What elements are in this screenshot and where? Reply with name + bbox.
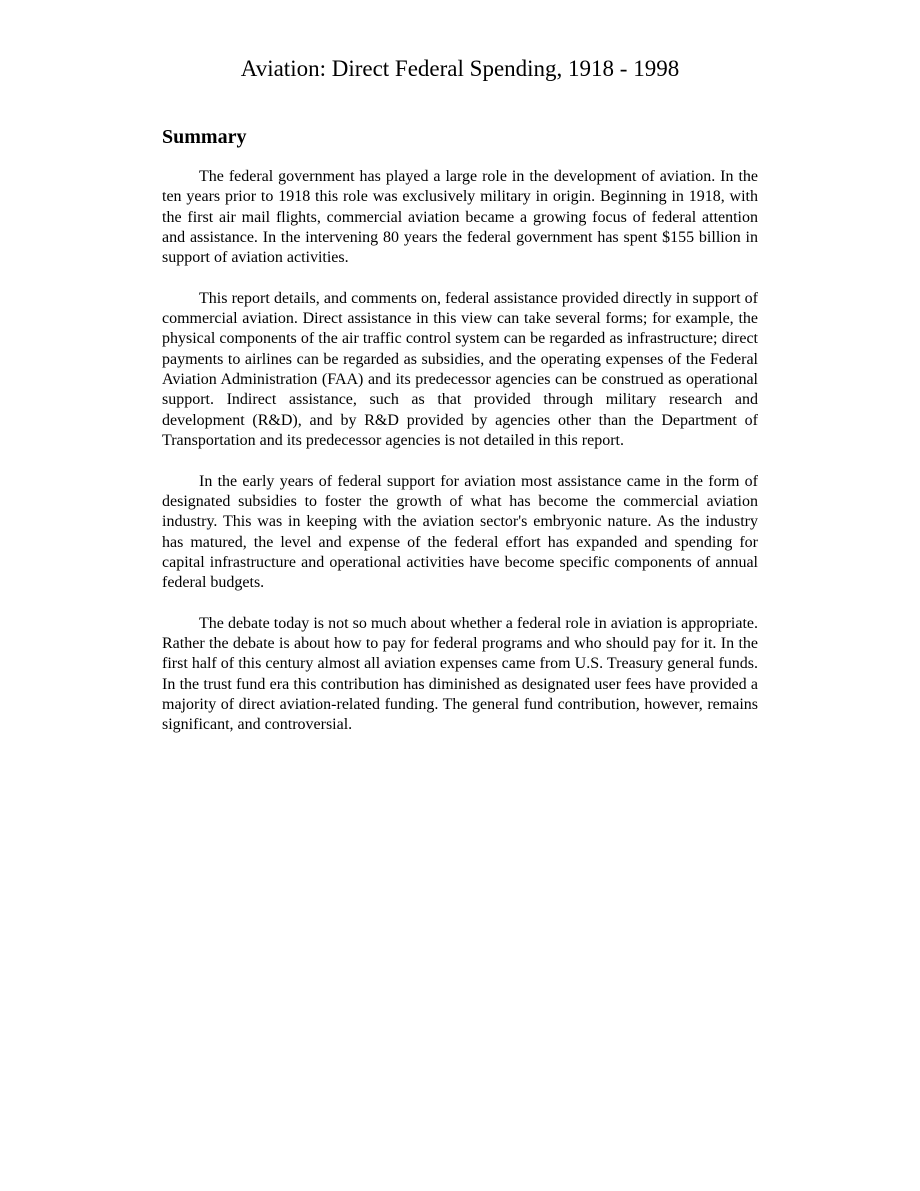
document-title: Aviation: Direct Federal Spending, 1918 - 1998 xyxy=(240,56,680,81)
summary-section xyxy=(162,124,758,756)
paragraph: The debate today is not so much about whether a federal role in aviation is appropriate. Rather the debate is about how to pay for federal programs and who should pay for it. In the first half of this century almost all aviation expenses came from U.S. Treasury general funds. In the trust fund era this contribution has diminished as designated user fees have provided a majority of direct aviation-related funding. The general fund contribution, however, remains significant, and controversial. xyxy=(162,614,758,734)
paragraph: In the early years of federal support for aviation most assistance came in the form of designated subsidies to foster the growth of what has become the commercial aviation industry. This was in keeping with the aviation sector's embryonic nature. As the industry has matured, the level and expense of the federal effort has expanded and spending for capital infrastructure and operational activities have become specific components of annual federal budgets. xyxy=(162,472,758,592)
section-heading: Summary xyxy=(162,126,247,148)
paragraph: The federal government has played a large role in the development of aviation. In the ten years prior to 1918 this role was exclusively military in origin. Beginning in 1918, with the first air mail flights, commercial aviation became a growing focus of federal attention and assistance. In the intervening 80 years the federal government has spent $155 billion in support of aviation activities. xyxy=(162,168,758,267)
paragraph: This report details, and comments on, federal assistance provided directly in support of commercial aviation. Direct assistance in this view can take several forms; for example, the physical components of the air traffic control system can be regarded as infrastructure; direct payments to airlines can be regarded as subsidies, and the operating expenses of the Federal Aviation Administration (FAA) and its predecessor agencies can be construed as operational support. Indirect assistance, such as that provided through military research and development (R&D), and by R&D provided by agencies other than the Department of Transportation and its predecessor agencies is not detailed in this report. xyxy=(162,289,758,449)
